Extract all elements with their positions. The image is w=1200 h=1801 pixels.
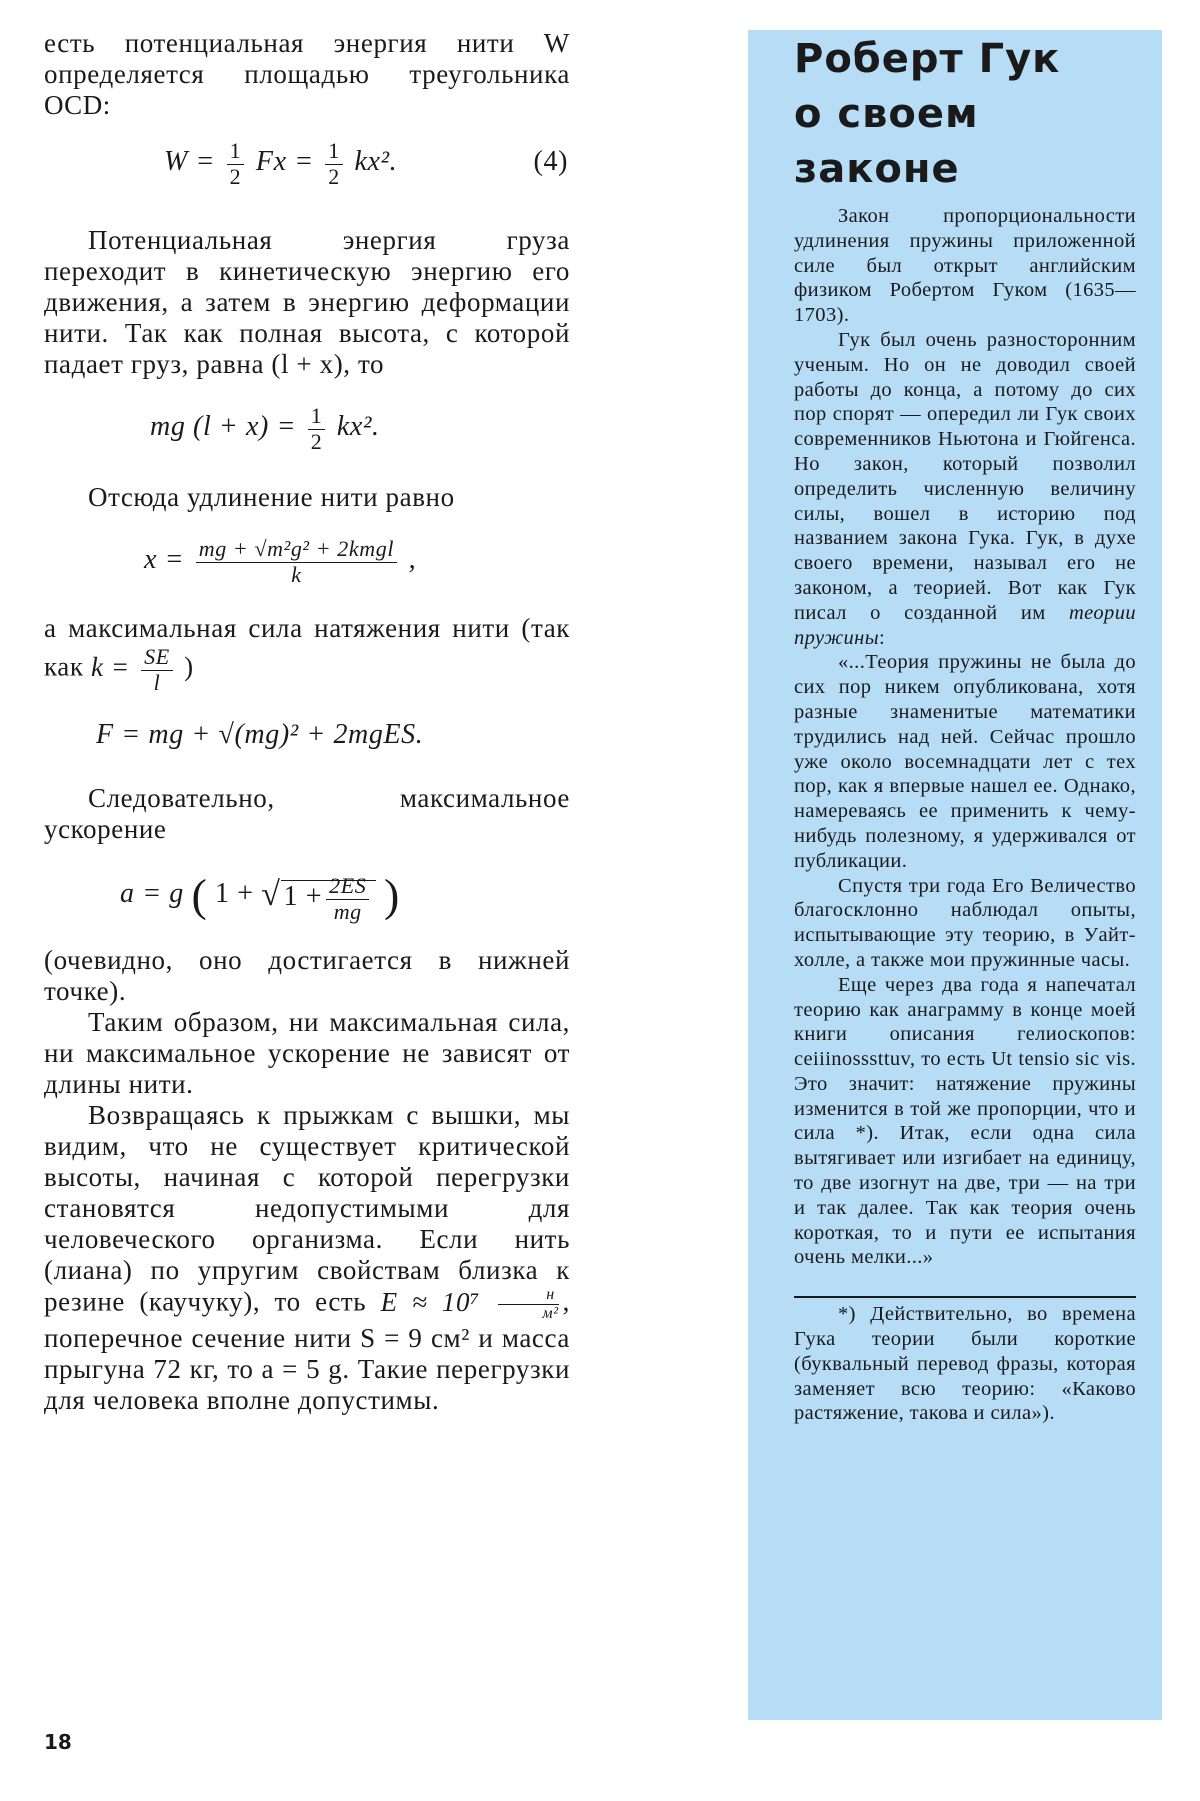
inline-formula — [90, 644, 184, 695]
footnote: *) Действительно, во времена Гука теории были короткие (буквальный перевод фразы, которая заменяет всю теорию: «Каково растяжение, такова и сила»). — [794, 1303, 1136, 1425]
fraction — [196, 536, 397, 587]
formula-part: F = mg + √(mg)² + 2mgES. — [96, 719, 424, 750]
paragraph-text: ) — [184, 651, 194, 682]
fraction — [325, 138, 343, 189]
radical-sign: √ — [261, 875, 281, 913]
paragraph-text: а максимальная сила натяжения нити (так как — [44, 613, 570, 682]
paragraph-text: Возвращаясь к прыжкам с вышки, мы видим, что не существует критической высоты, начиная с которой перегрузки становятся недопустимыми для человеческого организма. Если нить (лиана) по упругим свойствам близка к резине (каучуку), то есть — [44, 1100, 570, 1317]
paragraph-text: , поперечное сечение нити S = 9 см² и масса прыгуна 72 кг, то a = 5 g. Такие перегрузки для человека вполне допустимы. — [44, 1286, 570, 1415]
paragraph: Таким образом, ни максимальная сила, ни максимальное ускорение не зависят от длины нити. — [44, 1007, 570, 1099]
sidebar-paragraph: Еще через два года я напечатал теорию как анаграмму в конце моей книги описания гелиоскопов: ceiiinosssttuv, то есть Ut tensio sic vis. Это значит: натяжение пружины изменится в той же пропорции, что и сила *). Итак, если одна сила вытягивает или изгибает на единицу, то две изогнут на две, три — на три и так далее. Так как теория очень короткая, то и пути ее испытания очень мелки...» — [794, 973, 1136, 1269]
fraction-denominator: l — [153, 670, 161, 695]
formula-energy — [150, 400, 570, 454]
fraction — [498, 1286, 558, 1323]
formula-part: mg (l + x) = — [150, 411, 297, 442]
fraction-numerator: SE — [141, 644, 173, 671]
formula-part: E ≈ 10⁷ — [380, 1286, 481, 1317]
fraction-denominator: mg — [333, 898, 362, 924]
formula-part: a = g — [120, 878, 184, 909]
formula-part: kx². — [336, 411, 380, 442]
inline-formula — [380, 1286, 563, 1322]
page-number: 18 — [44, 1730, 72, 1754]
formula-4 — [164, 135, 570, 189]
emphasis: теории пружины — [794, 601, 1137, 649]
paragraph: (очевидно, оно достигается в нижней точке). — [44, 945, 570, 1006]
right-paren: ) — [383, 869, 400, 921]
sidebar-title — [794, 32, 1154, 197]
paragraph-text: Гук был очень разносторонним ученым. Но он не доводил своей работы до конца, а потому до сих пор спорят — опередил ли Гук своих современников Ньютона и Гюйгенса. Но закон, который позволил определить численную величину силы, вошел в историю под названием закона Гука. Гук, в духе своего времени, называл его не законом, а теорией. Вот как Гук писал о созданной им — [794, 328, 1136, 624]
paragraph: Потенциальная энергия груза переходит в кинетическую энергию его движения, а затем в энергию деформации нити. Так как полная высота, с которой падает груз, равна (l + x), то — [44, 225, 570, 379]
fraction-numerator: 1 — [325, 138, 343, 165]
paragraph-text: : — [879, 626, 886, 649]
radicand — [281, 872, 377, 924]
paragraph: есть потенциальная энергия нити W определяется площадью треугольника OCD: — [44, 28, 570, 120]
fraction-numerator: н — [498, 1286, 558, 1305]
sidebar-paragraph: Спустя три года Его Величество благосклонно наблюдал опыты, испытывающие эту теорию, в Уайт-холле, а также мои пружинные часы. — [794, 874, 1136, 971]
paragraph — [44, 613, 570, 695]
fraction — [227, 138, 245, 189]
sidebar-body — [794, 204, 1136, 1426]
fraction-numerator: 2ES — [326, 873, 369, 900]
fraction-numerator: 1 — [308, 403, 326, 430]
square-root — [261, 860, 376, 932]
fraction-denominator: k — [291, 562, 302, 588]
title-line: о своем — [794, 91, 979, 137]
main-column — [44, 28, 570, 1416]
fraction-denominator: 2 — [310, 429, 323, 455]
title-line: Роберт Гук — [794, 36, 1061, 82]
left-paren: ( — [191, 869, 208, 921]
formula-acceleration — [120, 859, 570, 929]
hooke-sidebar — [748, 30, 1162, 1720]
formula-part: k = — [90, 651, 130, 682]
formula-part: 1 + — [215, 878, 254, 909]
formula-part: 1 + — [283, 880, 323, 912]
paragraph — [44, 1100, 570, 1416]
fraction-denominator: 2 — [328, 164, 340, 190]
sidebar-paragraph: «...Теория пружины не была до сих пор никем опубликована, хотя разные знаменитые математики трудились над ней. Сейчас прошло уже около восемнадцати лет с тех пор, как я впервые нашел ее. Однако, намереваясь ее применить к чему-нибудь полезному, я удерживался от публикации. — [794, 651, 1136, 872]
fraction — [308, 403, 326, 454]
sidebar-paragraph — [794, 328, 1136, 650]
formula-elongation — [144, 531, 570, 589]
sidebar-paragraph: Закон пропорциональности удлинения пружины приложенной силе был открыт английским физиком Робертом Гуком (1635—1703). — [794, 205, 1136, 327]
formula-part: , — [408, 544, 417, 575]
footnote-divider — [794, 1296, 1136, 1298]
formula-part: x = — [144, 544, 185, 575]
formula-part: W = — [164, 146, 216, 177]
paragraph: Следовательно, максимальное ускорение — [44, 783, 570, 844]
fraction-numerator: 1 — [227, 138, 245, 165]
fraction-denominator: м² — [542, 1305, 559, 1322]
formula-part: Fx = — [255, 146, 314, 177]
formula-part: kx². — [354, 146, 398, 177]
fraction-denominator: 2 — [229, 164, 242, 190]
fraction — [141, 644, 173, 695]
title-line: законе — [794, 146, 960, 192]
paragraph: Отсюда удлинение нити равно — [88, 482, 455, 512]
fraction — [326, 873, 369, 924]
fraction-numerator: mg + √m²g² + 2kmgl — [196, 536, 397, 563]
equation-number: (4) — [533, 146, 568, 177]
formula-force — [96, 715, 570, 755]
